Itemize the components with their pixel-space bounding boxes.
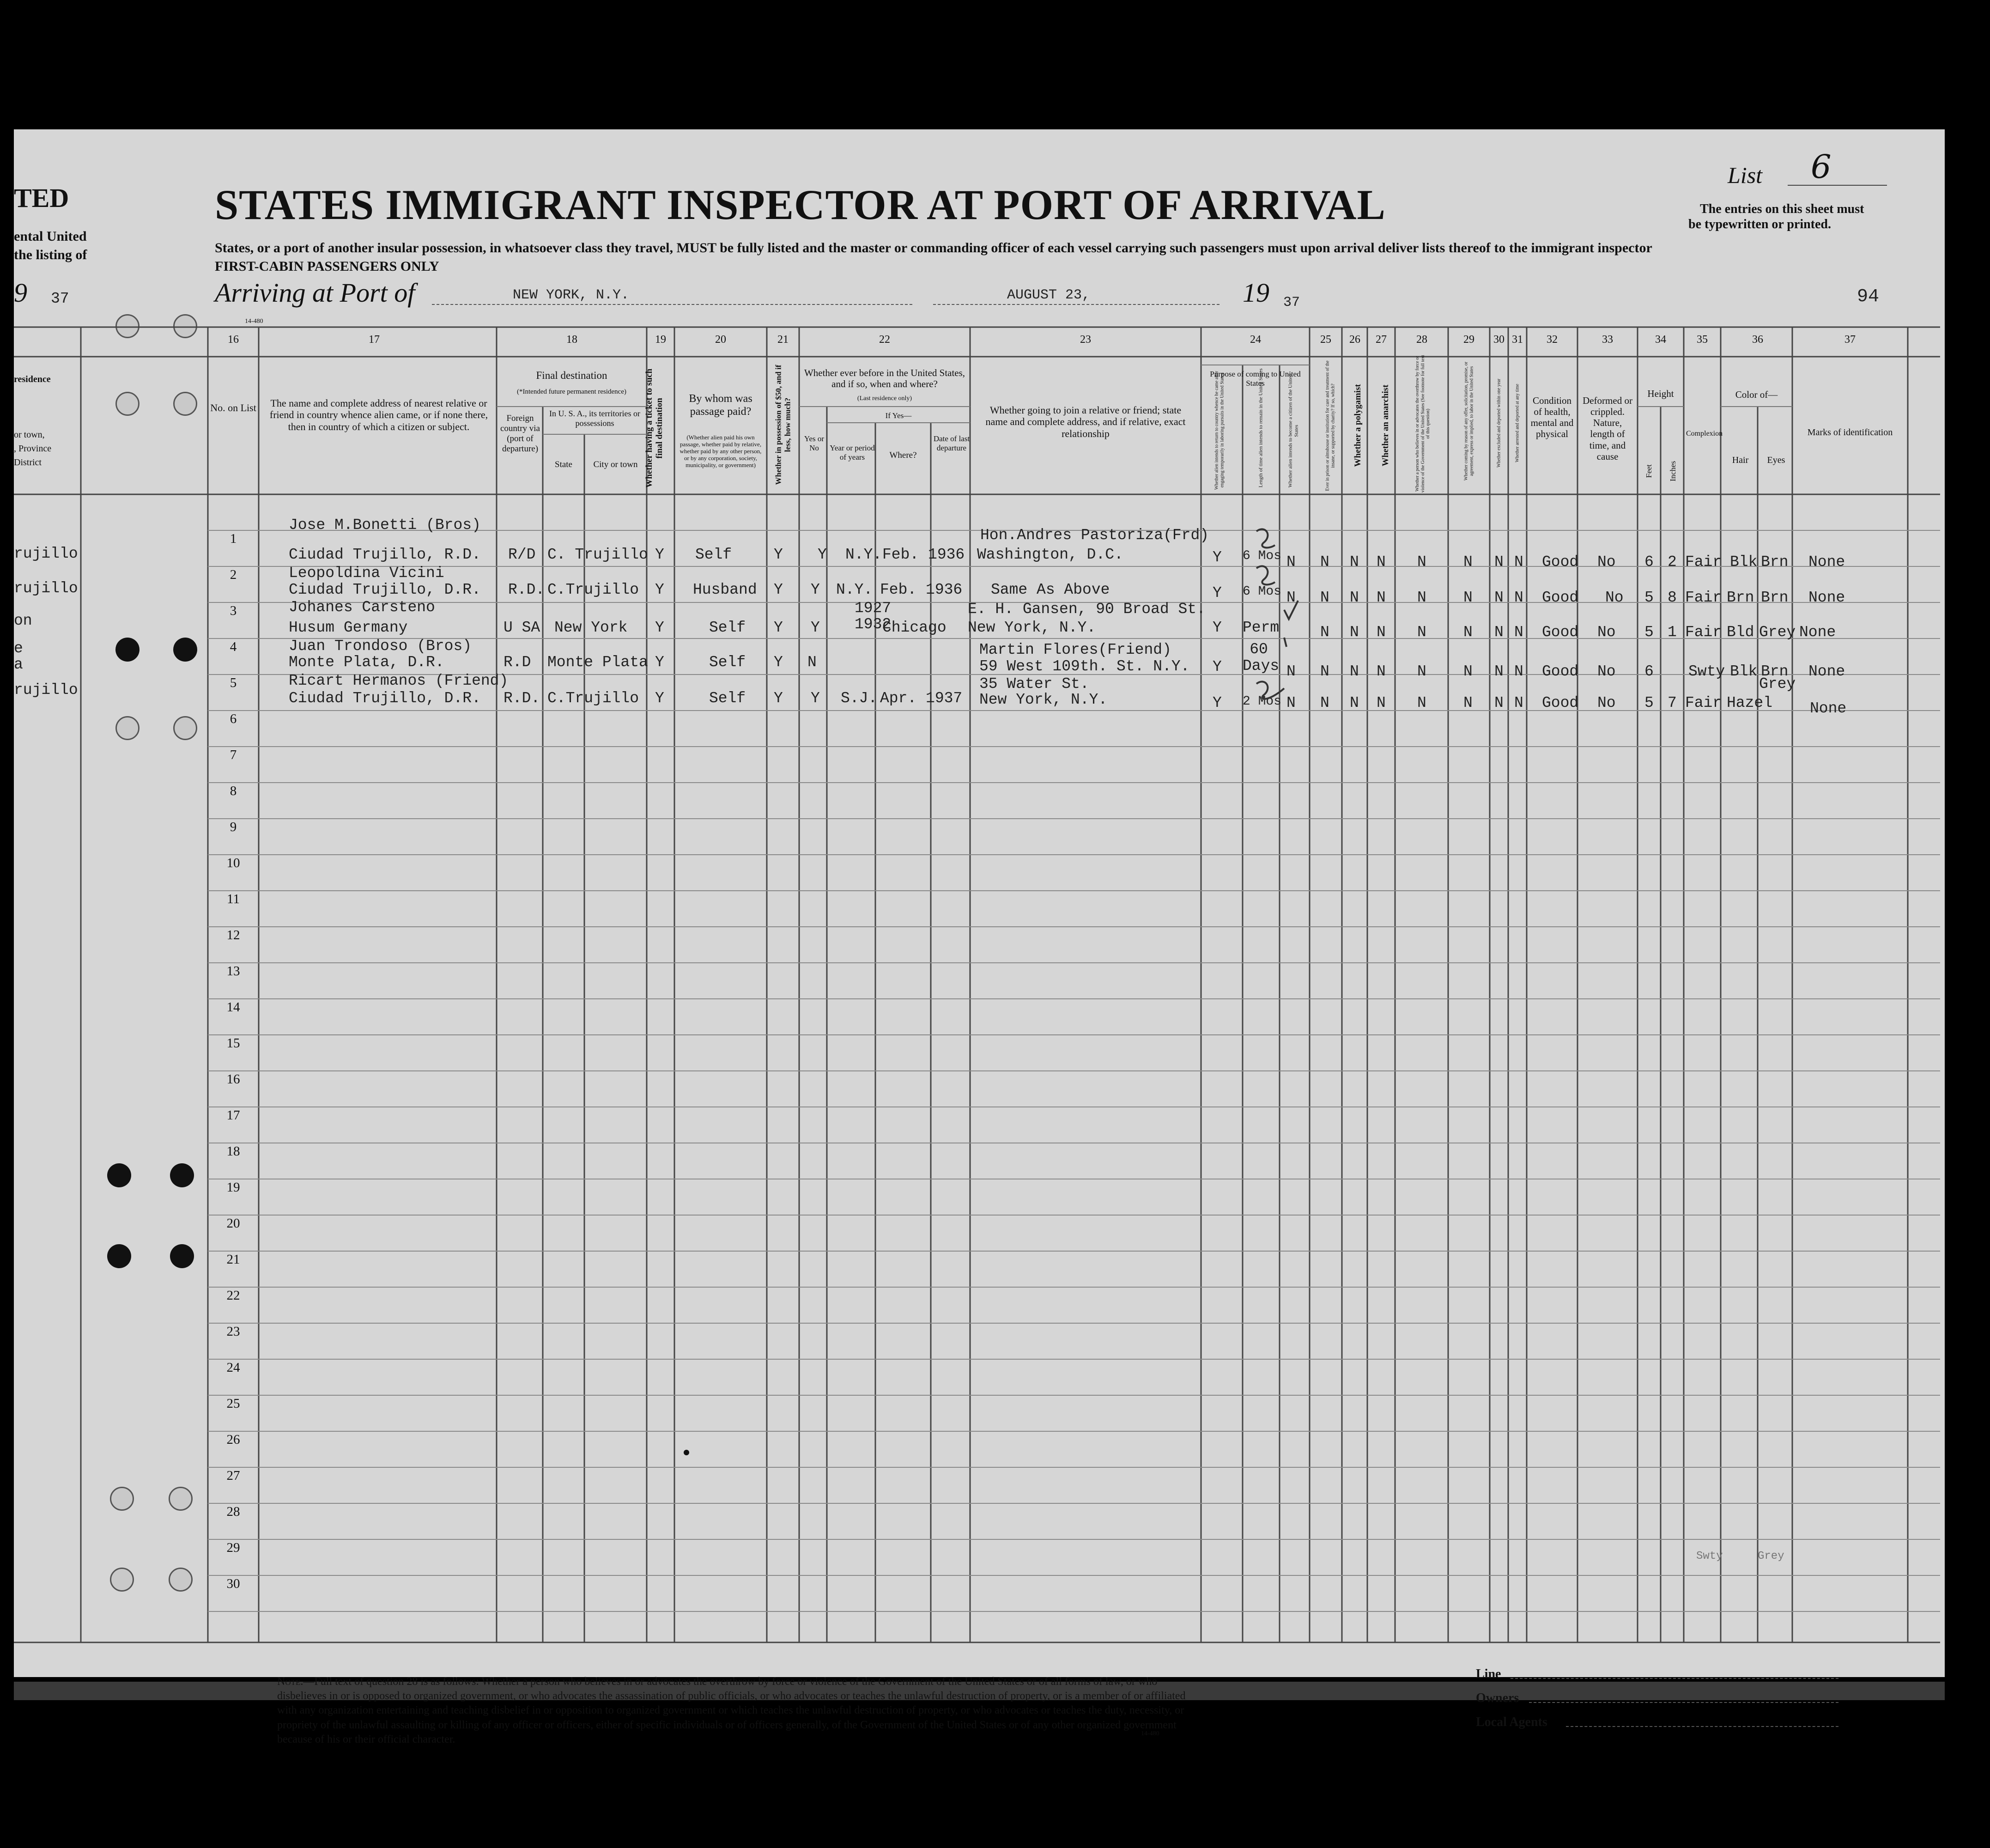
header-no-on-list: No. on List (210, 402, 256, 413)
row3-years: 1927 1932 (855, 600, 892, 633)
row2-relative-address: Ciudad Trujillo, D.R. (289, 581, 481, 598)
row1-hair: Blk (1730, 553, 1758, 571)
left-fragment-year: 37 (51, 290, 69, 307)
handwritten-marks (1247, 522, 1303, 707)
row1-paid-by: Self (695, 546, 732, 563)
header-purpose: Purpose of coming to United States (1210, 370, 1301, 388)
row-number: 11 (227, 892, 240, 906)
row3-fifty: Y (774, 619, 783, 636)
column-number: 21 (777, 334, 789, 346)
header-last-departure: Date of last departure (933, 434, 970, 452)
left-fragment-town-label: , Province (14, 444, 52, 454)
column-number: 31 (1512, 334, 1523, 346)
row1-length: 6 Mos (1243, 549, 1282, 563)
row4-arrested: N (1514, 663, 1523, 680)
row2-anarchist: N (1377, 589, 1386, 606)
row4-foreign-country: R.D (504, 654, 531, 671)
row3-arrested: N (1514, 624, 1523, 641)
header-ever-before-note: (Last residence only) (857, 395, 912, 402)
row-number: 15 (226, 1036, 240, 1051)
row5-deformed: No (1597, 694, 1616, 711)
header-nearest-relative: The name and complete address of nearest relative or friend in country whence alien came, or if none there, then in country of which a citizen or subject. (269, 397, 488, 432)
row2-citizen: N (1286, 589, 1296, 606)
row4-hair: Blk (1730, 663, 1758, 680)
row4-excluded: N (1494, 663, 1504, 680)
row4-before: N (807, 654, 817, 671)
row1-fifty: Y (774, 546, 783, 563)
line-label: Line (1476, 1667, 1501, 1681)
row5-relative-name: Ricart Hermanos (Friend) (289, 672, 509, 689)
row4-labor: N (1463, 663, 1473, 680)
row4-state: Monte Plata (547, 654, 648, 671)
row5-relative-address: Ciudad Trujillo, D.R. (289, 690, 481, 707)
row2-feet: 5 (1644, 589, 1654, 606)
row5-inches: 7 (1668, 694, 1677, 711)
row1-foreign-country: R/D (508, 546, 536, 563)
row5-marks: None (1810, 700, 1847, 717)
row4-length: 60 Days (1243, 641, 1280, 675)
row-number: 7 (230, 748, 237, 762)
row-number: 24 (226, 1360, 240, 1375)
row5-hair: Hazel (1727, 694, 1773, 711)
row-number: 6 (230, 711, 237, 726)
footnote-text: —Full text of question 28 is as follows: Whether a person who believes in or advocates the overthrow by force or violence of the Government of the United States or of all forms of law, or who disbelieves in or is opposed to organized government, or who advocates the assassination of public officials, or who advocates or teaches the unlawful destruction of property, or is a member of or affiliated with any organization entertaining and teaching disbelief in or opposition to organized government or which teaches the unlawful destruction of property, or who advocates or teaches the duty, necessity, or propriety of the unlawful assaulting or killing of any officer or officers, either of specific individuals or of officers generally, of the Government of the United States or of any other organized government because of his or their official character. (277, 1676, 1186, 1745)
header-if-yes: If Yes— (885, 411, 912, 420)
row2-deformed: No (1605, 589, 1624, 606)
column-number: 26 (1349, 334, 1360, 346)
row5-labor: N (1463, 694, 1473, 711)
row4-citizen: N (1286, 663, 1296, 680)
row5-excluded: N (1494, 694, 1504, 711)
row-number: 16 (226, 1072, 240, 1087)
first-cabin-label: FIRST-CABIN PASSENGERS ONLY (215, 259, 439, 274)
header-going-to-join: Whether going to join a relative or friend; state name and complete address, and if relative, exact relationship (985, 404, 1186, 439)
row2-prison: N (1320, 589, 1329, 606)
row-number: 26 (226, 1432, 240, 1447)
row5-departure: Apr. 1937 (880, 690, 963, 707)
column-number: 37 (1844, 334, 1856, 346)
row1-citizen: N (1286, 553, 1296, 571)
row4-marks: None (1808, 663, 1845, 680)
row2-hair: Brn (1727, 589, 1754, 606)
row2-paid-by: Husband (693, 581, 757, 598)
row4-anarchist: N (1377, 663, 1386, 680)
row-number: 12 (226, 928, 240, 942)
row5-prison: N (1320, 694, 1329, 711)
row3-complexion: Fair (1685, 624, 1722, 641)
row1-complexion: Fair (1685, 553, 1722, 571)
row2-before: Y (811, 581, 820, 598)
left-fragment-line: the listing of (14, 247, 87, 262)
row2-fifty: Y (774, 581, 783, 598)
row1-health: Good (1542, 553, 1579, 571)
left-fragment-entry: e (14, 640, 23, 657)
row1-feet: 6 (1644, 553, 1654, 571)
header-height: Height (1647, 388, 1674, 399)
column-number: 25 (1320, 334, 1331, 346)
left-fragment-town-label: or town, (14, 430, 45, 440)
row-number: 18 (226, 1144, 240, 1159)
column-number: 17 (369, 334, 380, 346)
header-arrested: Whether arrested and deported at any time (1515, 383, 1520, 462)
row3-join: New York, N.Y. (968, 619, 1096, 636)
header-length-of-stay: Length of time alien intends to remain in the United States (1258, 368, 1264, 488)
row3-polygamist: N (1350, 624, 1359, 641)
row-number: 3 (230, 603, 237, 618)
row1-return: Y (1213, 549, 1222, 566)
row1-polygamist: N (1350, 553, 1359, 571)
port-value: NEW YORK, N.Y. (513, 287, 630, 303)
header-prison: Ever in prison or almshouse or institution for care and treatment of the insane, or supported by charity? If so, which? (1325, 360, 1335, 491)
header-color-of: Color of— (1735, 389, 1778, 400)
row2-ticket: Y (655, 581, 664, 598)
row3-feet: 5 (1644, 624, 1654, 641)
row2-complexion: Fair (1685, 589, 1722, 606)
row3-relative-address: Husum Germany (289, 619, 408, 636)
row1-state: C. Trujillo (547, 546, 648, 563)
row-number: 8 (230, 784, 237, 798)
row5-complexion: Fair (1685, 694, 1722, 711)
row1-deformed: No (1597, 553, 1616, 571)
header-health: Condition of health, mental and physical (1530, 395, 1574, 440)
page-number: 94 (1857, 286, 1880, 307)
header-excluded: Whether excluded and deported within one year (1496, 378, 1502, 468)
form-code: 14-480 (245, 318, 263, 325)
row-number: 2 (230, 567, 237, 582)
column-number: 18 (566, 334, 577, 346)
row-number: 25 (226, 1396, 240, 1411)
list-number: 6 (1811, 148, 1832, 186)
row5-ticket: Y (655, 690, 664, 707)
row1-before: Y (818, 546, 827, 563)
row2-foreign-country: R.D. (508, 581, 545, 598)
left-fragment-line: ental United (14, 229, 87, 244)
header-q28: Whether a person who believes in or advocates the overthrow by force or violence of the Government of the United States (See footnote for full text of this question) (1414, 355, 1431, 493)
date-value: AUGUST 23, (1007, 287, 1091, 303)
row1-q28: N (1417, 553, 1426, 571)
column-number: 20 (715, 334, 726, 346)
footnote (277, 1675, 1201, 1747)
row1-prison: N (1320, 553, 1329, 571)
row1-years: N.Y. (845, 546, 882, 563)
row2-return: Y (1213, 584, 1222, 602)
row5-state: C.Trujillo (547, 690, 639, 707)
header-passage-paid-note: (Whether alien paid his own passage, whether paid by relative, whether paid by any other person, or by any corporation, society, municipality, or government) (680, 434, 762, 468)
year-suffix: 37 (1283, 295, 1300, 310)
row1-relative-address: Ciudad Trujillo, R.D. (289, 546, 481, 563)
row2-departure: Feb. 1936 (880, 581, 963, 598)
row4-relative-address: Monte Plata, D.R. (289, 654, 444, 671)
line-field (1511, 1678, 1838, 1679)
row5-paid-by: Self (709, 690, 746, 707)
header-return-intent: Whether alien intends to return to country whence he came after engaging temporarily in laboring pursuits in the United States (1214, 371, 1225, 490)
row-number: 22 (226, 1288, 240, 1303)
left-fragment-town-label: District (14, 457, 42, 468)
row1-relative-name: Jose M.Bonetti (Bros) (289, 517, 481, 534)
row4-paid-by: Self (709, 654, 746, 671)
header-ticket: Whether having a ticket to such final destination (644, 368, 664, 488)
row2-join: Same As Above (991, 581, 1110, 598)
row5-length: 2 Mos (1243, 694, 1282, 709)
row5-fifty: Y (774, 690, 783, 707)
left-fragment-entry: rujillo (14, 681, 78, 699)
row3-marks: None (1799, 624, 1836, 641)
header-anarchist: Whether an anarchist (1381, 384, 1391, 467)
column-number: 19 (655, 334, 666, 346)
column-number: 29 (1463, 334, 1474, 346)
row1-inches: 2 (1668, 553, 1677, 571)
row1-labor: N (1463, 553, 1473, 571)
list-label: List (1728, 162, 1763, 188)
left-fragment-entry: rujillo (14, 580, 78, 597)
row5-eyes: Grey (1759, 675, 1796, 693)
row2-labor: N (1463, 589, 1473, 606)
row1-marks: None (1808, 553, 1845, 571)
form-title: STATES IMMIGRANT INSPECTOR AT PORT OF ARRIVAL (215, 181, 1386, 228)
header-where: Where? (889, 450, 917, 460)
footer-form-code: 14-480 (1141, 1730, 1159, 1737)
footnote-label: Note. (277, 1676, 303, 1688)
column-number: 36 (1752, 334, 1763, 346)
row3-before: Y (811, 619, 820, 636)
row5-before: Y (811, 690, 820, 707)
row4-ticket: Y (655, 654, 664, 671)
header-final-destination: Final destination (536, 370, 607, 381)
row4-prison: N (1320, 663, 1329, 680)
row3-state: New York (554, 619, 628, 636)
row-number: 10 (226, 856, 240, 870)
row4-return: Y (1213, 658, 1222, 675)
sheet-notice: The entries on this sheet must (1700, 202, 1864, 216)
row-number: 14 (226, 1000, 240, 1015)
row3-health: Good (1542, 624, 1579, 641)
row5-feet: 5 (1644, 694, 1654, 711)
form-subtitle: States, or a port of another insular possession, in whatsoever class they travel, MUST be fully listed and the master or commanding officer of each vessel carrying such passengers must upon arrival deliver lists thereof to the immigrant inspector (215, 240, 1652, 255)
row4-feet: 6 (1644, 663, 1654, 680)
row2-arrested: N (1514, 589, 1523, 606)
row-number: 5 (230, 675, 237, 690)
column-number: 35 (1697, 334, 1708, 346)
row4-deformed: No (1597, 663, 1616, 680)
row3-q28: N (1417, 624, 1426, 641)
row2-polygamist: N (1350, 589, 1359, 606)
left-fragment-year-mark: 9 (14, 278, 27, 308)
header-state: State (555, 460, 572, 469)
row1-anarchist: N (1377, 553, 1386, 571)
header-deformed: Deformed or crippled. Nature, length of time, and cause (1583, 395, 1632, 462)
column-number: 32 (1547, 334, 1558, 346)
row2-marks: None (1808, 589, 1845, 606)
row1-arrested: N (1514, 553, 1523, 571)
row-number: 9 (230, 820, 237, 834)
row4-join: Martin Flores(Friend) (979, 641, 1171, 658)
owners-field (1529, 1702, 1838, 1703)
row5-anarchist: N (1377, 694, 1386, 711)
header-fifty-dollars: Whether in possession of $50, and if less, how much? (774, 365, 792, 485)
row3-eyes: Grey (1759, 624, 1796, 641)
row3-length: Perm (1243, 619, 1280, 636)
row4-polygamist: N (1350, 663, 1359, 680)
row3-join: E. H. Gansen, 90 Broad St. (968, 601, 1206, 618)
row-number: 1 (230, 531, 237, 546)
row-number: 17 (226, 1108, 240, 1123)
row3-relative-name: Johanes Carsteno (289, 599, 435, 616)
row4-q28: N (1417, 663, 1426, 680)
row3-return: Y (1213, 619, 1222, 636)
row2-years: N.Y. (836, 581, 873, 598)
row3-hair: Bld (1727, 624, 1754, 641)
row3-excluded: N (1494, 624, 1504, 641)
row1-excluded: N (1494, 553, 1504, 571)
year-prefix: 19 (1243, 278, 1269, 308)
sheet-notice: be typewritten or printed. (1688, 217, 1831, 231)
header-city-or-town: City or town (593, 460, 638, 469)
row3-where: Chicago (882, 619, 946, 636)
row1-ticket: Y (655, 546, 664, 563)
row5-foreign-country: R.D. (504, 690, 540, 707)
row5-years: S.J. (841, 690, 878, 707)
row5-return: Y (1213, 694, 1222, 711)
header-yes-or-no: Yes or No (804, 434, 825, 452)
owners-label: Owners (1476, 1691, 1519, 1705)
header-eyes: Eyes (1767, 455, 1785, 465)
column-number: 16 (228, 334, 239, 346)
row5-join: 35 Water St. (979, 675, 1089, 693)
header-labor-offer: Whether coming by reason of any offer, solicitation, promise, or agreement, express or implied, to labor in the United States (1463, 361, 1474, 481)
column-number: 23 (1080, 334, 1091, 346)
header-inches: Inches (1668, 461, 1678, 481)
header-years: Year or period of years (830, 444, 875, 462)
row3-labor: N (1463, 624, 1473, 641)
column-number: 34 (1655, 334, 1666, 346)
row-number: 27 (226, 1468, 240, 1483)
row-number: 20 (226, 1216, 240, 1231)
row5-arrested: N (1514, 694, 1523, 711)
row5-join: New York, N.Y. (979, 691, 1108, 708)
arriving-label: Arriving at Port of (215, 278, 415, 308)
column-number: 27 (1376, 334, 1387, 346)
row2-excluded: N (1494, 589, 1504, 606)
header-feet: Feet (1644, 464, 1654, 478)
row5-health: Good (1542, 694, 1579, 711)
header-final-destination-note: (*Intended future permanent residence) (517, 388, 626, 395)
row2-length: 6 Mos (1243, 584, 1282, 599)
row2-inches: 8 (1668, 589, 1677, 606)
row1-join: Hon.Andres Pastoriza(Frd) (980, 527, 1209, 544)
row3-anarchist: N (1377, 624, 1386, 641)
header-foreign-country: Foreign country via (port of departure) (500, 413, 540, 454)
row-number: 13 (226, 964, 240, 979)
row2-relative-name: Leopoldina Vicini (289, 565, 444, 582)
header-citizen-intent: Whether alien intends to become a citizen of the United States (1287, 374, 1299, 488)
row5-polygamist: N (1350, 694, 1359, 711)
row2-eyes: Brn (1761, 589, 1789, 606)
column-number: 24 (1250, 334, 1261, 346)
row-number: 4 (230, 639, 237, 654)
column-number: 33 (1602, 334, 1613, 346)
column-number: 28 (1416, 334, 1427, 346)
header-hair: Hair (1732, 455, 1749, 465)
row3-paid-by: Self (709, 619, 746, 636)
row3-foreign-country: U SA (504, 619, 540, 636)
row1-join: Washington, D.C. (977, 546, 1123, 563)
row-number: 21 (226, 1252, 240, 1267)
column-number: 22 (879, 334, 890, 346)
row2-q28: N (1417, 589, 1426, 606)
row3-deformed: No (1597, 624, 1616, 641)
header-passage-paid: By whom was passage paid? (689, 393, 752, 418)
left-fragment-residence-label: residence (14, 374, 51, 384)
row4-fifty: Y (774, 654, 783, 671)
row4-complexion: Swty (1688, 663, 1725, 680)
row4-join: 59 West 109th. St. N.Y. (979, 658, 1190, 675)
row-number: 29 (226, 1540, 240, 1555)
row-number: 30 (226, 1576, 240, 1591)
column-number: 30 (1493, 334, 1505, 346)
row2-state: C.Trujillo (547, 581, 639, 598)
header-polygamist: Whether a polygamist (1353, 384, 1363, 467)
row-number: 28 (226, 1504, 240, 1519)
header-in-usa: In U. S. A., its territories or possessions (549, 409, 640, 428)
row3-prison: N (1320, 624, 1329, 641)
row-number: 23 (226, 1324, 240, 1339)
left-fragment-entry: rujillo (14, 545, 78, 562)
row5-citizen: N (1286, 694, 1296, 711)
left-fragment-heading: TED (14, 183, 69, 213)
ink-dot (684, 1450, 689, 1455)
row-number: 19 (226, 1180, 240, 1195)
row3-inches: 1 (1668, 624, 1677, 641)
left-fragment-entry: on (14, 612, 32, 629)
row4-health: Good (1542, 663, 1579, 680)
local-agents-field (1566, 1726, 1838, 1727)
row5-q28: N (1417, 694, 1426, 711)
row1-departure: Feb. 1936 (882, 546, 965, 563)
row4-eyes: Brn (1761, 663, 1789, 680)
row3-ticket: Y (655, 619, 664, 636)
header-ever-before: Whether ever before in the United States, and if so, when and where? (804, 367, 965, 390)
local-agents-label: Local Agents (1476, 1715, 1547, 1729)
row1-eyes: Brn (1761, 553, 1789, 571)
row2-health: Good (1542, 589, 1579, 606)
stray-mark: Grey (1758, 1550, 1784, 1562)
left-fragment-entry: a (14, 656, 23, 673)
row4-relative-name: Juan Trondoso (Bros) (289, 638, 472, 655)
header-complexion: Complexion (1686, 430, 1723, 438)
header-marks: Marks of identification (1807, 427, 1893, 438)
stray-mark: Swty (1696, 1550, 1723, 1562)
